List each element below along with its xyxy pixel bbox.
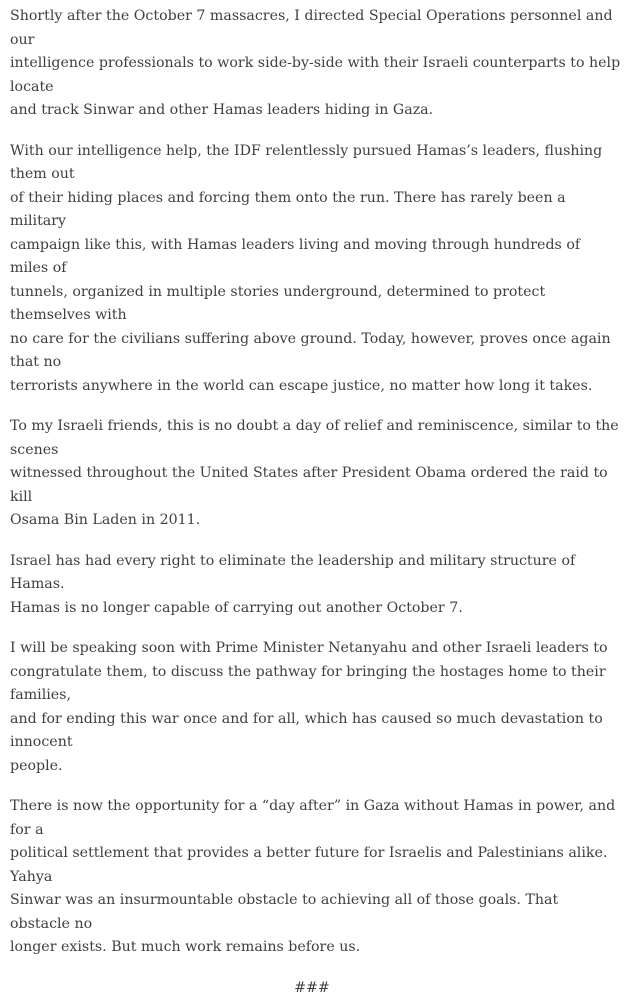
paragraph-1: Shortly after the October 7 massacres, I directed Special Operations personnel and our intelligence professionals to work side-by-side with their Israeli counterparts to help locate and track Sinwar and other Hamas leaders hiding in Gaza. bbox=[10, 5, 622, 123]
statement-body bbox=[10, 5, 622, 1000]
paragraph-5: I will be speaking soon with Prime Minister Netanyahu and other Israeli leaders to congratulate them, to discuss the pathway for bringing the hostages home to their families, and for ending this war once and for all, which has caused so much devastation to innocent people. bbox=[10, 637, 622, 778]
end-of-statement-mark: ### bbox=[10, 977, 614, 1000]
paragraph-3: To my Israeli friends, this is no doubt a day of relief and reminiscence, similar to the scenes witnessed throughout the United States after President Obama ordered the raid to kill Osama Bin Laden in 2011. bbox=[10, 415, 622, 533]
paragraph-4: Israel has had every right to eliminate the leadership and military structure of Hamas. Hamas is no longer capable of carrying out another October 7. bbox=[10, 550, 622, 621]
paragraph-2: With our intelligence help, the IDF relentlessly pursued Hamas’s leaders, flushing them out of their hiding places and forcing them onto the run. There has rarely been a military campaign like this, with Hamas leaders living and moving through hundreds of miles of tunnels, organized in multiple stories underground, determined to protect themselves with no care for the civilians suffering above ground. Today, however, proves once again that no terrorists anywhere in the world can escape justice, no matter how long it takes. bbox=[10, 140, 622, 399]
paragraph-6: There is now the opportunity for a “day after” in Gaza without Hamas in power, and for a political settlement that provides a better future for Israelis and Palestinians alike. Yahya Sinwar was an insurmountable obstacle to achieving all of those goals. That obstacle no longer exists. But much work remains before us. bbox=[10, 795, 622, 960]
